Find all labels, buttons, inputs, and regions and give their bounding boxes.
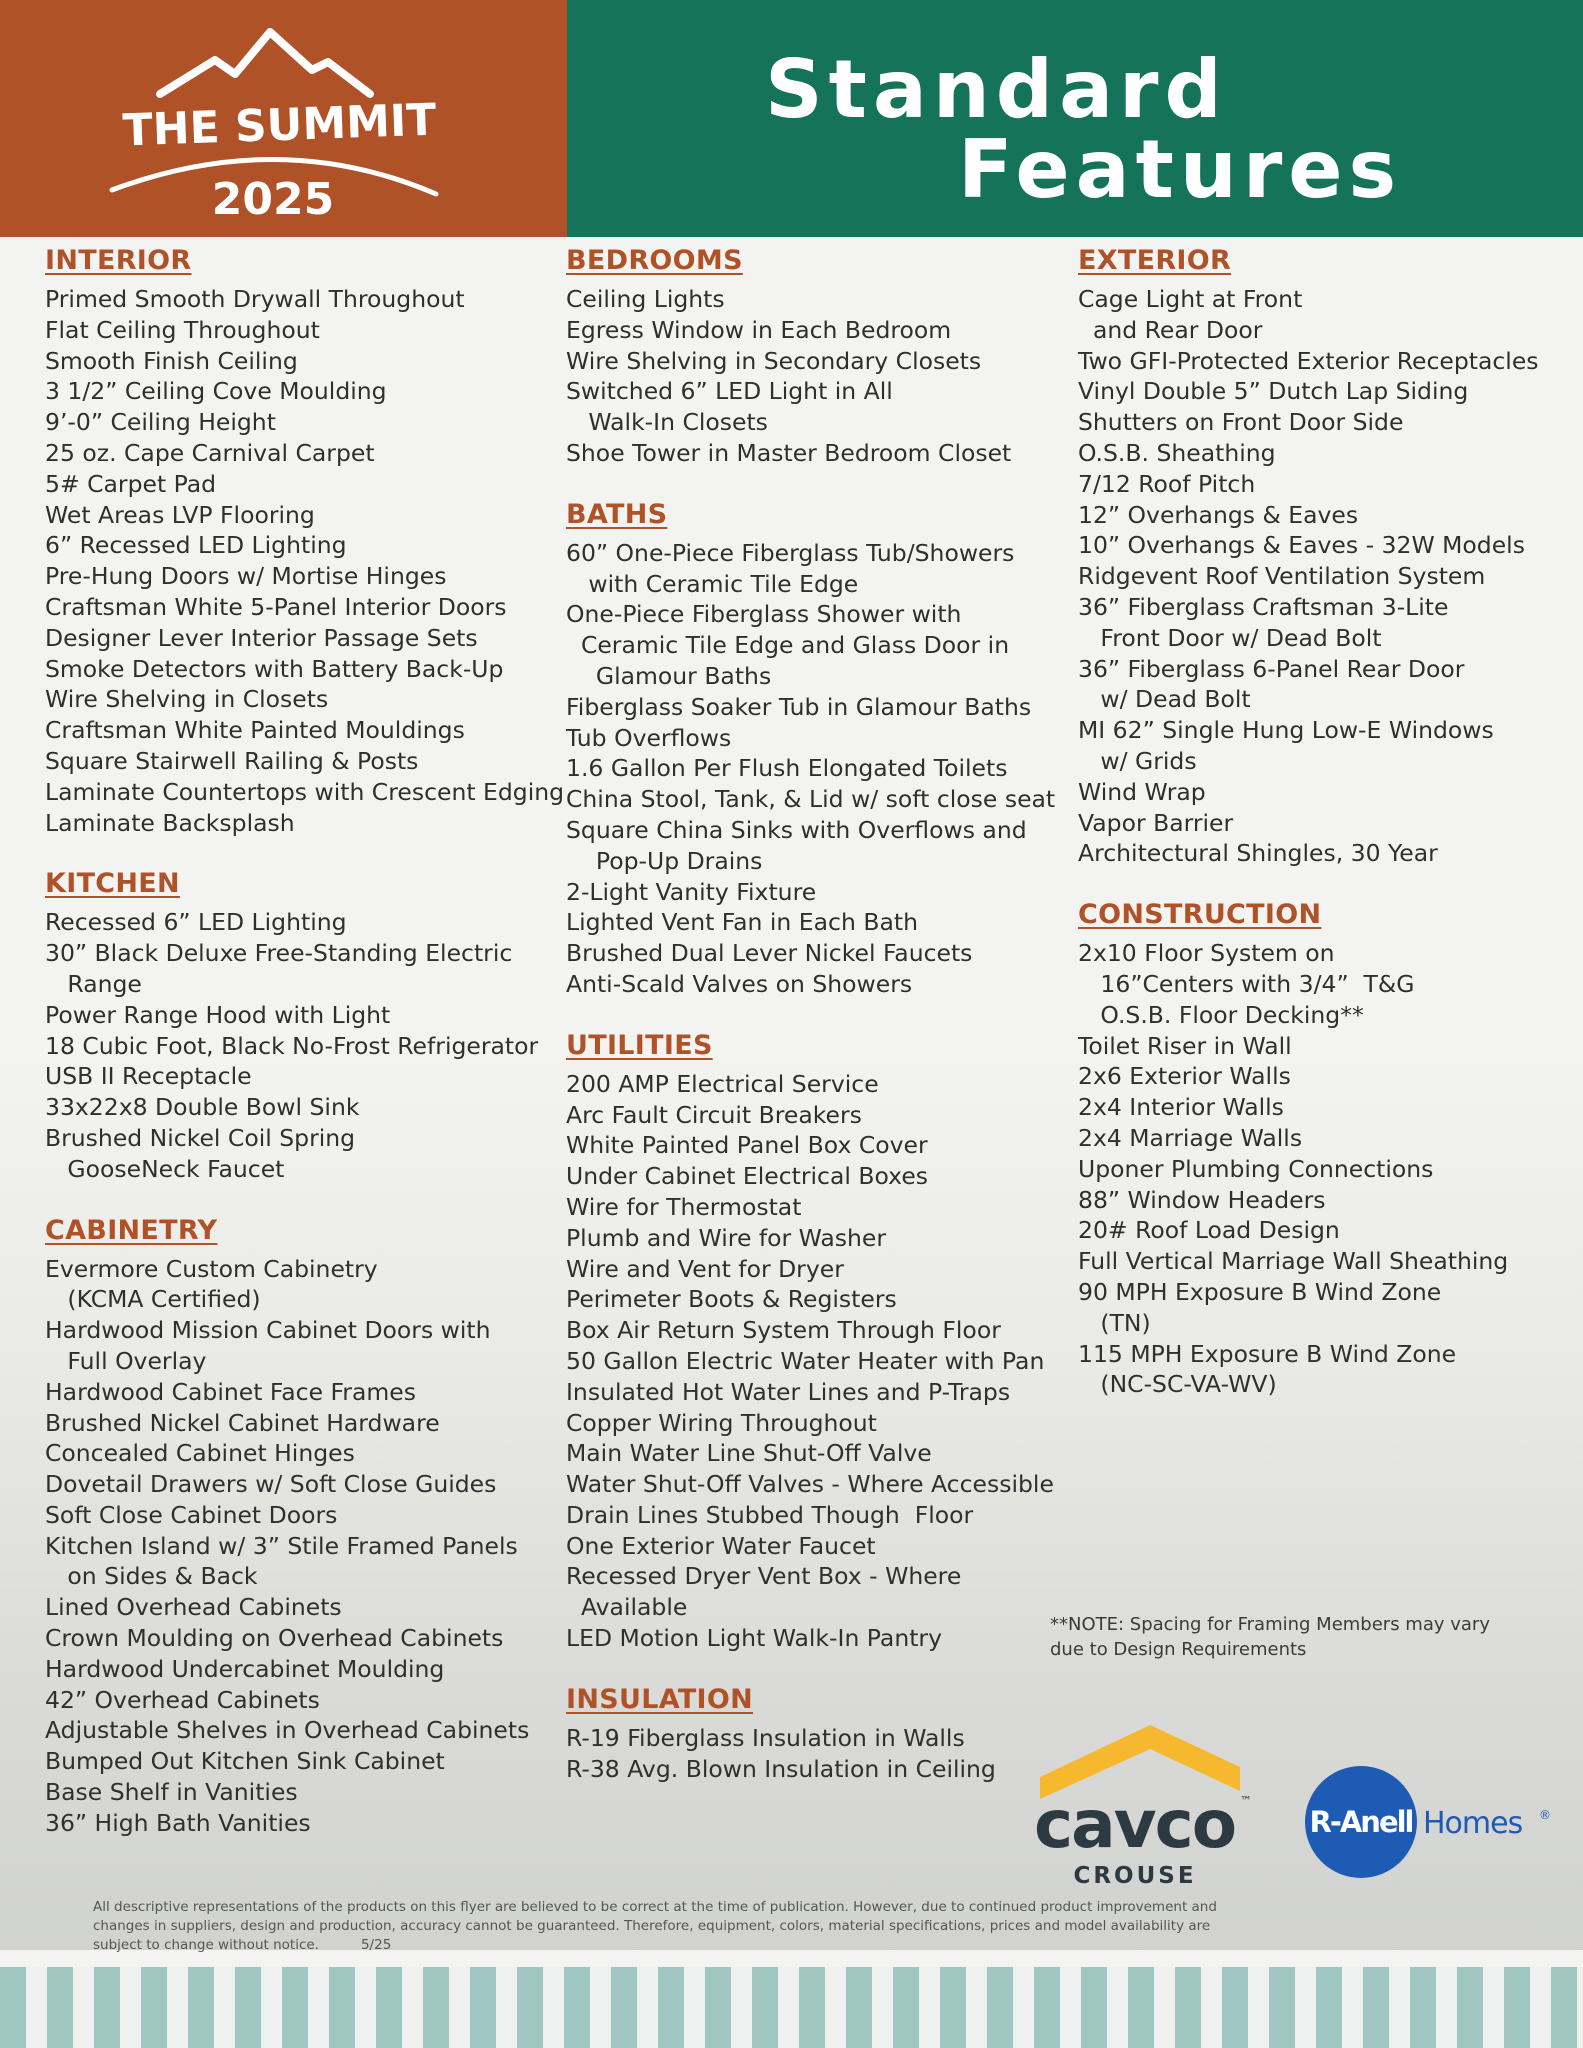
feature-item: O.S.B. Floor Decking** (1078, 1000, 1364, 1029)
feature-item: w/ Grids (1078, 746, 1197, 775)
section-title: INSULATION (566, 1683, 754, 1715)
feature-item: 36” Fiberglass Craftsman 3-Lite (1078, 592, 1449, 621)
feature-list (45, 1254, 564, 1839)
logo-year: 2025 (211, 174, 335, 222)
feature-item: Flat Ceiling Throughout (45, 315, 320, 344)
feature-item: 36” High Bath Vanities (45, 1808, 311, 1837)
feature-item: Craftsman White 5-Panel Interior Doors (45, 592, 507, 621)
section-title: BATHS (566, 498, 668, 530)
feature-item: Lighted Vent Fan in Each Bath (566, 908, 918, 937)
feature-item: Fiberglass Soaker Tub in Glamour Baths (566, 692, 1032, 721)
feature-item: 25 oz. Cape Carnival Carpet (45, 438, 375, 467)
feature-item: Full Vertical Marriage Wall Sheathing (1078, 1247, 1509, 1276)
feature-item: 9’-0” Ceiling Height (45, 408, 276, 437)
feature-item: Switched 6” LED Light in All (566, 377, 893, 406)
feature-list (1078, 938, 1539, 1400)
feature-item: 30” Black Deluxe Free-Standing Electric (45, 939, 513, 968)
disclaimer-line2: changes in suppliers, design and production, accuracy cannot be guaranteed. Therefore, equipment, colors, material specifications, prices and model availability are (93, 1918, 1211, 1934)
feature-item: Bumped Out Kitchen Sink Cabinet (45, 1747, 445, 1776)
section-interior (45, 245, 564, 838)
ranell-homes: Homes (1423, 1806, 1523, 1841)
feature-item: 18 Cubic Foot, Black No-Frost Refrigerator (45, 1031, 539, 1060)
feature-item: 50 Gallon Electric Water Heater with Pan (566, 1346, 1045, 1375)
section-title: UTILITIES (566, 1029, 713, 1061)
feature-item: 42” Overhead Cabinets (45, 1685, 320, 1714)
feature-item: Front Door w/ Dead Bolt (1078, 623, 1382, 652)
feature-item: R-19 Fiberglass Insulation in Walls (566, 1723, 965, 1752)
feature-item: USB II Receptacle (45, 1062, 252, 1091)
feature-item: Pre-Hung Doors w/ Mortise Hinges (45, 562, 447, 591)
feature-item: Ceramic Tile Edge and Glass Door in (566, 631, 1010, 660)
section-title: KITCHEN (45, 868, 180, 900)
feature-item: Adjustable Shelves in Overhead Cabinets (45, 1716, 530, 1745)
feature-item: Cage Light at Front (1078, 285, 1303, 313)
feature-item: Hardwood Cabinet Face Frames (45, 1377, 416, 1406)
footer-stripes (0, 1967, 1583, 2048)
feature-item: 5# Carpet Pad (45, 469, 217, 498)
feature-item: 90 MPH Exposure B Wind Zone (1078, 1277, 1442, 1306)
feature-item: Brushed Dual Lever Nickel Faucets (566, 939, 973, 968)
feature-item: Laminate Backsplash (45, 808, 295, 837)
feature-item: on Sides & Back (45, 1562, 258, 1591)
feature-item: 2x10 Floor System on (1078, 939, 1335, 968)
feature-item: Square Stairwell Railing & Posts (45, 746, 419, 775)
feature-item: Wire Shelving in Closets (45, 685, 329, 714)
cavco-subtitle: CROUSE (1073, 1863, 1197, 1889)
feature-item: O.S.B. Sheathing (1078, 438, 1276, 467)
section-bedrooms (566, 245, 1055, 469)
feature-item: Insulated Hot Water Lines and P-Traps (566, 1377, 1011, 1406)
feature-item: Wire and Vent for Dryer (566, 1254, 844, 1283)
feature-item: Ridgevent Roof Ventilation System (1078, 562, 1486, 591)
feature-item: One-Piece Fiberglass Shower with (566, 600, 962, 629)
disclaimer-line3: subject to change without notice. (93, 1937, 319, 1953)
ranell-registered: ® (1539, 1808, 1551, 1822)
feature-item: Smoke Detectors with Battery Back-Up (45, 654, 504, 683)
feature-item: 115 MPH Exposure B Wind Zone (1078, 1339, 1457, 1368)
cavco-wordmark: cavco (1034, 1786, 1236, 1863)
feature-item: Available (566, 1593, 688, 1622)
feature-item: Base Shelf in Vanities (45, 1778, 298, 1807)
feature-item: 60” One-Piece Fiberglass Tub/Showers (566, 538, 1015, 567)
feature-item: Recessed 6” LED Lighting (45, 908, 347, 937)
feature-list (566, 1723, 1055, 1785)
section-cabinetry (45, 1215, 564, 1839)
disclaimer-line1: All descriptive representations of the products on this flyer are believed to be correct at the time of publication. However, due to continued product improvement and (93, 1899, 1217, 1915)
feature-item: Smooth Finish Ceiling (45, 346, 298, 375)
feature-item: Vinyl Double 5” Dutch Lap Siding (1078, 377, 1469, 406)
feature-item: Wind Wrap (1078, 777, 1206, 806)
feature-item: 88” Window Headers (1078, 1185, 1326, 1214)
feature-item: Brushed Nickel Cabinet Hardware (45, 1408, 440, 1437)
feature-item: Craftsman White Painted Mouldings (45, 716, 465, 745)
feature-item: China Stool, Tank, & Lid w/ soft close seat (566, 785, 1056, 814)
feature-item: Hardwood Mission Cabinet Doors with (45, 1316, 491, 1345)
feature-item: 2x6 Exterior Walls (1078, 1062, 1291, 1091)
feature-item: Wire for Thermostat (566, 1192, 802, 1221)
page-title-line1: Standard (765, 43, 1228, 136)
logo-title: THE SUMMIT (121, 94, 438, 157)
note-line2: due to Design Requirements (1050, 1639, 1307, 1660)
feature-item: with Ceramic Tile Edge (566, 569, 859, 598)
feature-item: Soft Close Cabinet Doors (45, 1500, 338, 1529)
feature-item: 33x22x8 Double Bowl Sink (45, 1093, 360, 1122)
feature-item: Full Overlay (45, 1346, 207, 1375)
feature-item: Uponer Plumbing Connections (1078, 1154, 1434, 1183)
ranell-wordmark: R-Anell (1309, 1805, 1413, 1839)
section-title: CONSTRUCTION (1078, 899, 1322, 931)
feature-item: 2-Light Vanity Fixture (566, 877, 817, 906)
feature-item: 1.6 Gallon Per Flush Elongated Toilets (566, 754, 1008, 783)
note-line1: **NOTE: Spacing for Framing Members may vary (1050, 1614, 1490, 1635)
feature-item: (NC-SC-VA-WV) (1078, 1370, 1277, 1399)
feature-item: Glamour Baths (566, 661, 772, 690)
section-title: CABINETRY (45, 1214, 218, 1246)
section-exterior (1078, 245, 1539, 869)
feature-item: Square China Sinks with Overflows and (566, 815, 1027, 844)
feature-item: Evermore Custom Cabinetry (45, 1254, 378, 1283)
feature-item: Recessed Dryer Vent Box - Where (566, 1562, 962, 1591)
feature-item: 3 1/2” Ceiling Cove Moulding (45, 377, 387, 406)
feature-item: Walk-In Closets (566, 408, 768, 437)
feature-item: Range (45, 969, 142, 998)
feature-item: Laminate Countertops with Crescent Edging (45, 777, 565, 806)
feature-item: (TN) (1078, 1308, 1151, 1337)
feature-item: (KCMA Certified) (45, 1285, 261, 1314)
feature-item: Perimeter Boots & Registers (566, 1285, 897, 1314)
page-title-line2: Features (958, 123, 1403, 216)
feature-item: Box Air Return System Through Floor (566, 1316, 1001, 1345)
feature-item: 200 AMP Electrical Service (566, 1069, 879, 1098)
feature-item: LED Motion Light Walk-In Pantry (566, 1624, 942, 1653)
feature-item: Wet Areas LVP Flooring (45, 500, 315, 529)
feature-list (566, 538, 1055, 1000)
feature-item: Vapor Barrier (1078, 808, 1234, 837)
feature-item: Pop-Up Drains (566, 846, 763, 875)
feature-item: Lined Overhead Cabinets (45, 1593, 342, 1622)
section-utilities (566, 1030, 1055, 1654)
feature-list (45, 907, 564, 1184)
feature-item: w/ Dead Bolt (1078, 685, 1251, 714)
feature-item: Dovetail Drawers w/ Soft Close Guides (45, 1470, 497, 1499)
feature-item: Two GFI-Protected Exterior Receptacles (1078, 346, 1539, 375)
feature-item: Primed Smooth Drywall Throughout (45, 285, 465, 313)
feature-item: MI 62” Single Hung Low-E Windows (1078, 716, 1494, 745)
cavco-logo (1030, 1725, 1270, 1890)
feature-item: Kitchen Island w/ 3” Stile Framed Panels (45, 1531, 518, 1560)
section-construction (1078, 899, 1539, 1400)
feature-item: Hardwood Undercabinet Moulding (45, 1654, 445, 1683)
disclaimer-line3-row (93, 1936, 1273, 1955)
feature-item: Shutters on Front Door Side (1078, 408, 1404, 437)
feature-item: Tub Overflows (566, 723, 732, 752)
feature-item: 6” Recessed LED Lighting (45, 531, 347, 560)
feature-item: Drain Lines Stubbed Though Floor (566, 1500, 974, 1529)
disclaimer-date: 5/25 (360, 1937, 392, 1953)
feature-item: 2x4 Interior Walls (1078, 1093, 1284, 1122)
feature-item: Under Cabinet Electrical Boxes (566, 1162, 929, 1191)
feature-list (566, 1069, 1055, 1654)
feature-item: Arc Fault Circuit Breakers (566, 1100, 862, 1129)
feature-item: Water Shut-Off Valves - Where Accessible (566, 1470, 1054, 1499)
feature-item: 12” Overhangs & Eaves (1078, 500, 1359, 529)
feature-list (45, 284, 564, 838)
feature-item: Crown Moulding on Overhead Cabinets (45, 1624, 504, 1653)
section-title: BEDROOMS (566, 245, 743, 276)
feature-item: Toilet Riser in Wall (1078, 1031, 1292, 1060)
feature-item: R-38 Avg. Blown Insulation in Ceiling (566, 1754, 996, 1783)
feature-item: Wire Shelving in Secondary Closets (566, 346, 982, 375)
summit-logo (100, 22, 460, 222)
feature-item: Designer Lever Interior Passage Sets (45, 623, 478, 652)
feature-item: Anti-Scald Valves on Showers (566, 969, 913, 998)
feature-item: Main Water Line Shut-Off Valve (566, 1439, 932, 1468)
section-baths (566, 499, 1055, 1000)
feature-item: 16”Centers with 3/4” T&G (1078, 969, 1415, 998)
section-insulation (566, 1684, 1055, 1785)
feature-item: and Rear Door (1078, 315, 1263, 344)
disclaimer (93, 1898, 1273, 1955)
feature-item: One Exterior Water Faucet (566, 1531, 876, 1560)
framing-note (1050, 1612, 1490, 1662)
feature-item: 7/12 Roof Pitch (1078, 469, 1256, 498)
feature-item: Concealed Cabinet Hinges (45, 1439, 355, 1468)
feature-item: Architectural Shingles, 30 Year (1078, 839, 1438, 868)
feature-item: 36” Fiberglass 6-Panel Rear Door (1078, 654, 1465, 683)
feature-item: 2x4 Marriage Walls (1078, 1123, 1303, 1152)
section-title: INTERIOR (45, 245, 192, 276)
feature-item: 10” Overhangs & Eaves - 32W Models (1078, 531, 1525, 560)
ranell-logo (1305, 1765, 1555, 1880)
feature-item: Brushed Nickel Coil Spring (45, 1123, 356, 1152)
column-1 (45, 245, 564, 1869)
feature-item: Plumb and Wire for Washer (566, 1223, 887, 1252)
feature-list (566, 284, 1055, 469)
feature-item: Copper Wiring Throughout (566, 1408, 877, 1437)
column-2 (566, 245, 1055, 1814)
feature-item: Egress Window in Each Bedroom (566, 315, 952, 344)
section-kitchen (45, 868, 564, 1184)
feature-item: White Painted Panel Box Cover (566, 1131, 928, 1160)
column-3 (1078, 245, 1539, 1430)
mountain-icon (160, 32, 370, 94)
feature-list (1078, 284, 1539, 869)
feature-item: Shoe Tower in Master Bedroom Closet (566, 438, 1012, 467)
feature-item: Ceiling Lights (566, 285, 725, 313)
cavco-trademark: ™ (1240, 1794, 1252, 1808)
feature-item: GooseNeck Faucet (45, 1154, 285, 1183)
feature-item: Power Range Hood with Light (45, 1000, 391, 1029)
section-title: EXTERIOR (1078, 245, 1232, 276)
feature-item: 20# Roof Load Design (1078, 1216, 1340, 1245)
